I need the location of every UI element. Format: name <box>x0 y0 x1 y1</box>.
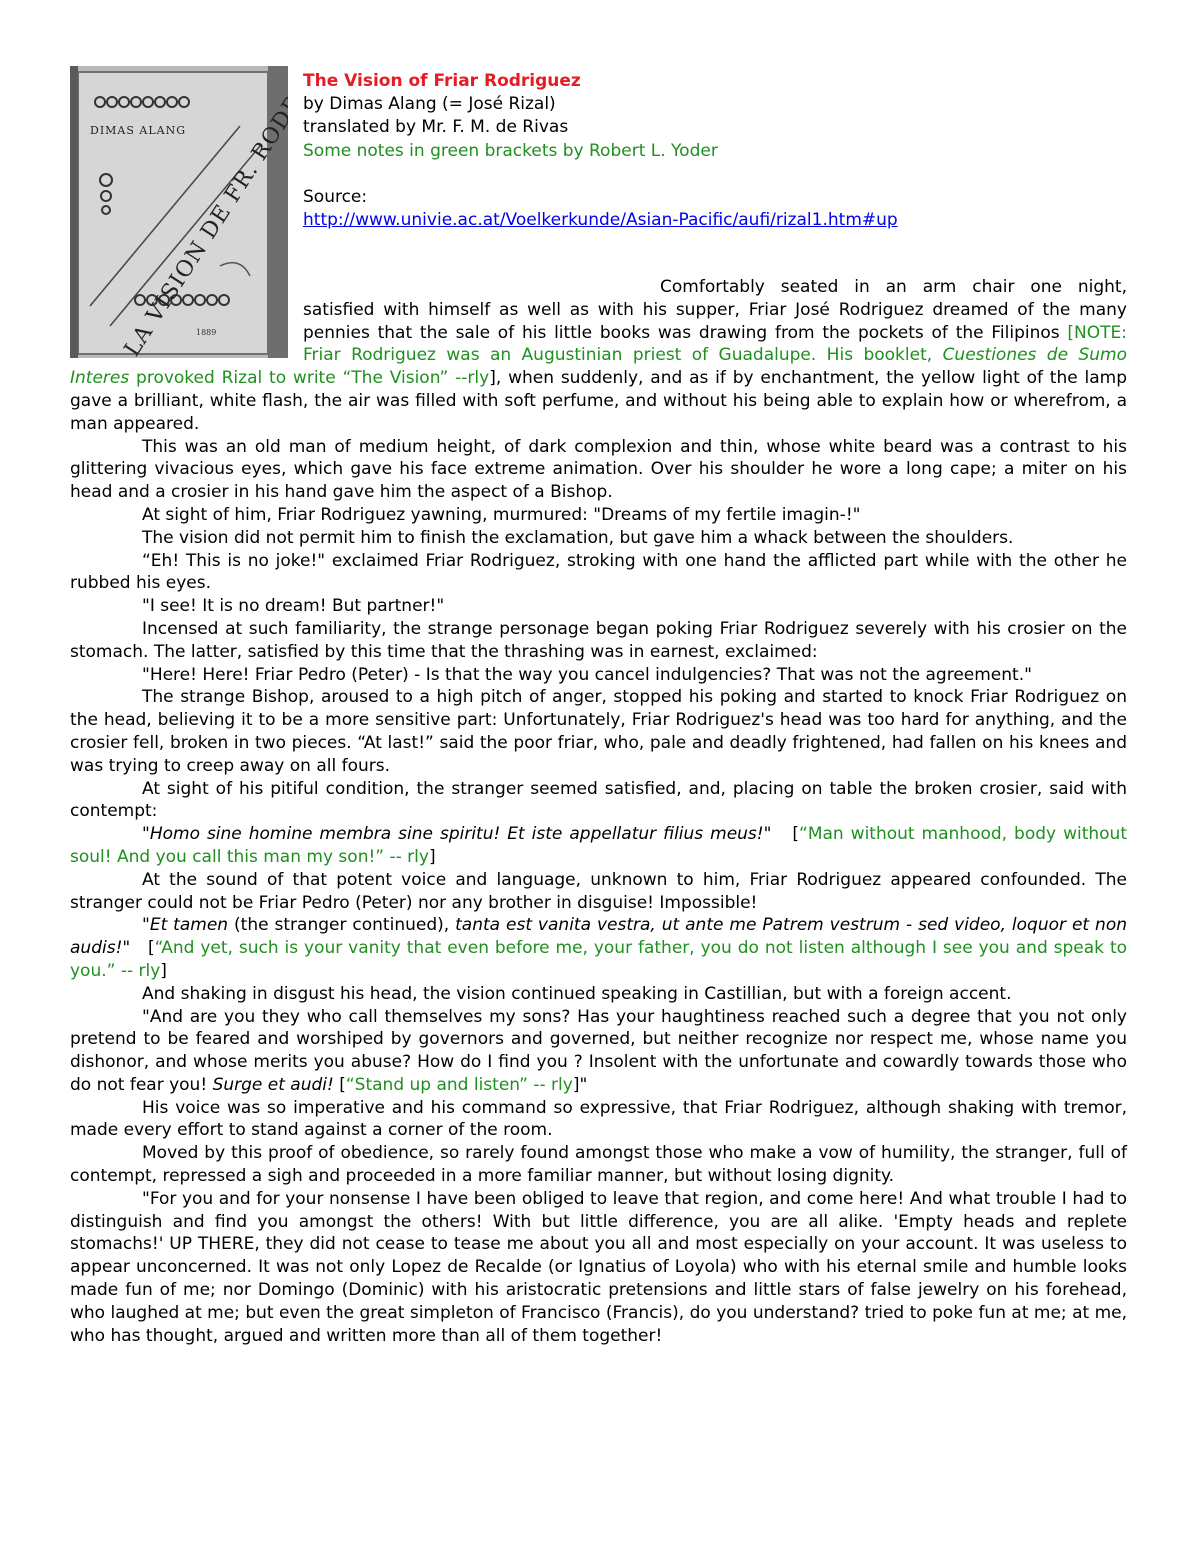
paragraph-2: This was an old man of medium height, of dark complexion and thin, whose white beard was a contrast to his glittering vivacious eyes, which gave his face extreme animation. Over his shoulder he wore a long cape; a miter on his head and a crosier in his hand gave him the aspect of a Bishop. <box>70 436 1127 503</box>
paragraph-18: "For you and for your nonsense I have been obliged to leave that region, and come here! And what trouble I had to distinguish and find you amongst the others! With but little difference, you are all alike. 'Empty heads and replete stomachs!' UP THERE, they did not cease to tease me about you all and most especially on your account. It was useless to appear unconcerned. It was not only Lopez de Recalde (or Ignatius of Loyola) who with his eternal smile and humble looks made fun of me; nor Domingo (Dominic) with his aristocratic pretensions and little stars of false jewelry on his forehead, who laughed at me; but even the great simpleton of Francisco (Francis), do you understand? tried to poke fun at me; at me, who has thought, argued and written more than all of them together! <box>70 1188 1127 1346</box>
translator-line: translated by Mr. F. M. de Rivas <box>303 117 569 138</box>
paragraph-10: At sight of his pitiful condition, the stranger seemed satisfied, and, placing on table the broken crosier, said with contempt: <box>70 778 1127 822</box>
paragraph-7: Incensed at such familiarity, the strange personage began poking Friar Rodriguez severely with his crosier on the stomach. The latter, satisfied by this time that the thrashing was in earnest, exclaimed: <box>70 618 1127 662</box>
document-header <box>303 70 1133 232</box>
paragraph-12: At the sound of that potent voice and language, unknown to him, Friar Rodriguez appeared confounded. The stranger could not be Friar Pedro (Peter) nor any brother in disguise! Impossible! <box>70 869 1127 913</box>
source-label: Source: <box>303 186 368 207</box>
paragraph-1: Comfortably seated in an arm chair one night, satisfied with himself as well as with his supper, Friar José Rodriguez dreamed of the many pennies that the sale of his little books was drawing from the pockets of the Filipinos [NOTE: Friar Rodriguez was an Augustinian priest of Guadalupe. His booklet, Cuestiones de Sumo Interes provoked Rizal to write “The Vision” --rly], when suddenly, and as if by enchantment, the yellow light of the lamp gave a brilliant, white flash, the air was filled with soft perfume, and without his being able to explain how or wherefrom, a man appeared. <box>70 277 1127 434</box>
paragraph-14: And shaking in disgust his head, the vision continued speaking in Castillian, but with a foreign accent. <box>142 983 1012 1004</box>
paragraph-13: "Et tamen (the stranger continued), tanta est vanita vestra, ut ante me Patrem vestrum - sed video, loquor et non audis!" [“And yet, such is your vanity that even before me, your father, you do not listen although I see you and speak to you.” -- rly] <box>70 915 1128 981</box>
notes-credit: Some notes in green brackets by Robert L. Yoder <box>303 140 718 161</box>
cover-author: DIMAS ALANG <box>90 124 187 137</box>
source-link[interactable]: http://www.univie.ac.at/Voelkerkunde/Asian-Pacific/aufi/rizal1.htm#up <box>303 210 898 231</box>
byline: by Dimas Alang (= José Rizal) <box>303 94 556 115</box>
cover-title: LA VISION DE FR. <box>119 158 264 358</box>
paragraph-9: The strange Bishop, aroused to a high pitch of anger, stopped his poking and started to knock Friar Rodriguez on the head, believing it to be a more sensitive part: Unfortunately, Friar Rodriguez's head was too hard for anything, and the crosier fell, broken in two pieces. “At last!” said the poor friar, who, pale and deadly frightened, had fallen on his knees and was trying to creep away on all fours. <box>70 687 1127 776</box>
paragraph-5: “Eh! This is no joke!" exclaimed Friar Rodriguez, stroking with one hand the afflicted part while with the other he rubbed his eyes. <box>70 550 1127 594</box>
document-title: The Vision of Friar Rodriguez <box>303 71 581 91</box>
paragraph-8: "Here! Here! Friar Pedro (Peter) - Is that the way you cancel indulgencies? That was not the agreement." <box>142 664 1032 685</box>
paragraph-4: The vision did not permit him to finish the exclamation, but gave him a whack between the shoulders. <box>142 527 1014 548</box>
cover-year: 1889 <box>196 328 217 337</box>
paragraph-17: Moved by this proof of obedience, so rarely found amongst those who make a vow of humility, the stranger, full of contempt, repressed a sigh and proceeded in a more familiar manner, but without losing dignity. <box>70 1143 1127 1187</box>
paragraph-6: "I see! It is no dream! But partner!" <box>142 596 445 617</box>
paragraph-15: "And are you they who call themselves my sons? Has your haughtiness reached such a degree that you not only pretend to be feared and worshiped by governors and governed, but neither recognize nor respect me, whose name you dishonor, and whose merits you abuse? How do I find you ? Insolent with the unfortunate and cowardly towards those who do not fear you! Surge et audi! [“Stand up and listen” -- rly]" <box>70 1006 1127 1095</box>
document-body <box>70 276 1127 1347</box>
paragraph-11: "Homo sine homine membra sine spiritu! Et iste appellatur filius meus!" [“Man without manhood, body without soul! And you call this man my son!” -- rly] <box>70 824 1127 867</box>
paragraph-16: His voice was so imperative and his command so expressive, that Friar Rodriguez, although shaking with tremor, made every effort to stand against a corner of the room. <box>70 1097 1127 1141</box>
paragraph-3: At sight of him, Friar Rodriguez yawning, murmured: "Dreams of my fertile imagin-!" <box>142 504 861 525</box>
